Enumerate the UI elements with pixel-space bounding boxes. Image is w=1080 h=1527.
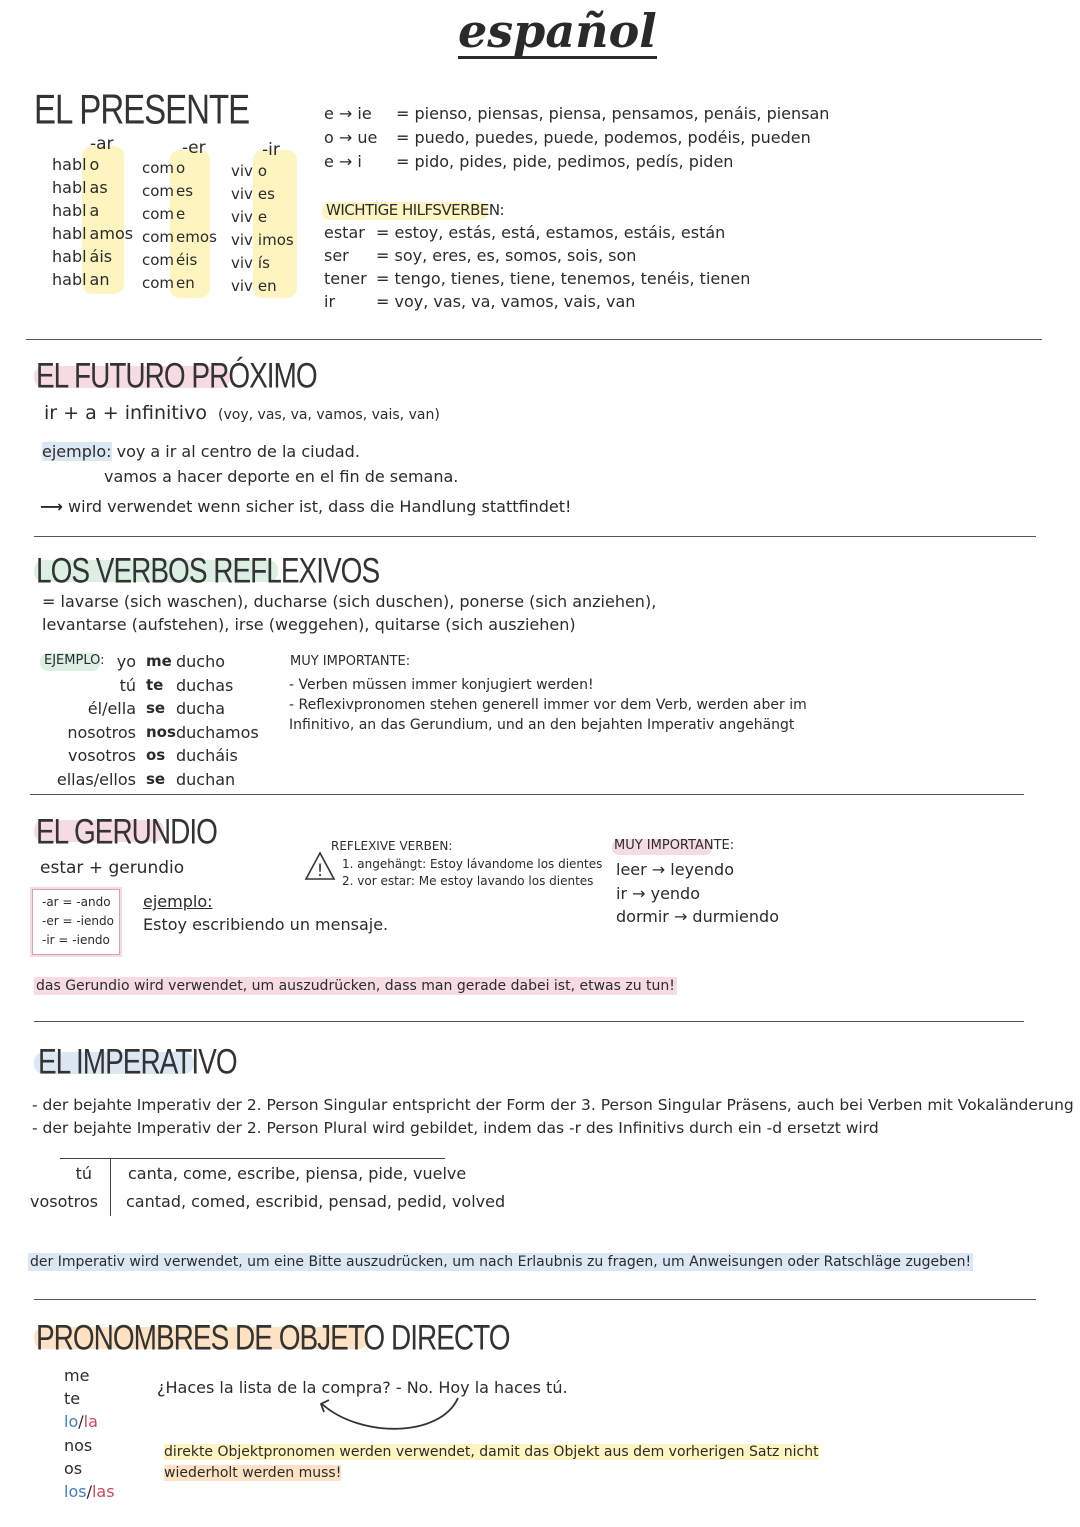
- gerundio-endings-box: -ar = -ando -er = -iendo -ir = -iendo: [32, 889, 120, 955]
- arrow-right-icon: ⟶: [40, 497, 63, 516]
- gerundio-formula: estar + gerundio: [40, 858, 185, 878]
- page-title: español: [458, 4, 657, 58]
- section-heading-pronombres: PRONOMBRES DE OBJETO DIRECTO: [36, 1318, 510, 1357]
- imperativo-note: der Imperativ wird verwendet, um eine Bitte auszudrücken, um nach Erlaubnis zu fragen, um Anweisungen oder Ratschläge zugeben!: [30, 1254, 972, 1270]
- divider: [26, 339, 1042, 340]
- conjugation-ar: habl o habl as habl a habl amos habl áis habl an: [52, 155, 134, 289]
- futuro-formula: ir + a + infinitivo (voy, vas, va, vamos, vais, van): [44, 402, 440, 424]
- reflexivos-important-title: MUY IMPORTANTE:: [290, 654, 411, 669]
- section-heading-gerundio: EL GERUNDIO: [36, 812, 217, 851]
- imperativo-table: tú canta, come, escribe, piensa, pide, vuelve vosotros cantad, comed, escribid, pensad, pedid, volved: [30, 1158, 450, 1218]
- ending-er: -er: [182, 138, 206, 158]
- pronombres-note: direkte Objektpronomen werden verwendet, damit das Objekt aus dem vorherigen Satz nicht wiederholt werden muss!: [164, 1444, 819, 1481]
- section-heading-futuro: EL FUTURO PRÓXIMO: [36, 356, 317, 395]
- divider: [34, 1299, 1036, 1300]
- helpers-title: WICHTIGE HILFSVERBEN:: [326, 201, 505, 219]
- reflex-rules: 1. angehängt: Estoy lávandome los dientes 2. vor estar: Me estoy lavando los dientes: [342, 857, 603, 888]
- futuro-note: ⟶ wird verwendet wenn sicher ist, dass die Handlung stattfindet!: [40, 497, 572, 516]
- ending-ir: -ir: [262, 140, 280, 160]
- pronoun-los-las: los/las: [64, 1482, 115, 1502]
- reflexivos-table: yo me ducho tú te duchas él/ella se ducha nosotros nos duchamos vosotros os ducháis ellas/ellos se duchan: [56, 652, 259, 789]
- pronombres-list: me te lo/la nos os los/las: [64, 1364, 115, 1503]
- ending-ar: -ar: [90, 134, 114, 154]
- gerundio-example: ejemplo: Estoy escribiendo un mensaje.: [143, 892, 389, 934]
- reflexivos-example-label: EJEMPLO:: [44, 653, 105, 668]
- section-heading-presente: EL PRESENTE: [34, 86, 250, 133]
- section-heading-reflexivos: LOS VERBOS REFLEXIVOS: [36, 551, 380, 590]
- conjugation-ir: viv o viv es viv e viv imos viv ís viv en: [231, 162, 294, 295]
- pronombres-example: ¿Haces la lista de la compra? - No. Hoy la haces tú.: [157, 1378, 568, 1397]
- reflex-title: REFLEXIVE VERBEN:: [331, 839, 453, 853]
- imperativo-rules: - der bejahte Imperativ der 2. Person Singular entspricht der Form der 3. Person Singular Präsens, auch bei Verben mit Vokaländerung - der bejahte Imperativ der 2. Person Plural wird gebildet, indem das -r des Infinitivs durch ein -d ersetzt wird: [32, 1096, 1074, 1137]
- gerundio-note: das Gerundio wird verwendet, um auszudrücken, dass man gerade dabei ist, etwas zu tun!: [36, 978, 675, 994]
- svg-text:!: !: [316, 861, 324, 881]
- gerundio-important-title: MUY IMPORTANTE:: [614, 838, 735, 853]
- conjugation-er: com o com es com e com emos com éis com en: [142, 159, 217, 292]
- curved-arrow-icon: [312, 1394, 472, 1440]
- reflexivos-list: = lavarse (sich waschen), ducharse (sich duschen), ponerse (sich anziehen), levantarse (aufstehen), irse (weggehen), quitarse (sich ausziehen): [42, 592, 657, 634]
- section-heading-imperativo: EL IMPERATIVO: [38, 1042, 237, 1081]
- warning-icon: [304, 851, 336, 885]
- futuro-example: ejemplo: voy a ir al centro de la ciudad. vamos a hacer deporte en el fin de semana.: [42, 442, 459, 486]
- stem-changes: e → ie = pienso, piensas, piensa, pensamos, penáis, piensan o → ue = puedo, puedes, puede, podemos, podéis, pueden e → i = pido, pides, pide, pedimos, pedís, piden: [324, 104, 830, 171]
- divider: [34, 1021, 1024, 1022]
- pronoun-lo-la: lo/la: [64, 1412, 98, 1432]
- divider: [34, 536, 1036, 537]
- helper-verbs: estar = estoy, estás, está, estamos, estáis, están ser = soy, eres, es, somos, sois, son tener = tengo, tienes, tiene, tenemos, tenéis, tienen ir = voy, vas, va, vamos, vais, van: [324, 223, 751, 311]
- reflexivos-important: - Verben müssen immer konjugiert werden! - Reflexivpronomen stehen generell immer vor dem Verb, werden aber im Infinitivo, an das Gerundium, und an den bejahten Imperativ angehängt: [289, 677, 807, 733]
- divider: [30, 794, 1024, 795]
- gerundio-important: leer → leyendo ir → yendo dormir → durmiendo: [616, 860, 779, 926]
